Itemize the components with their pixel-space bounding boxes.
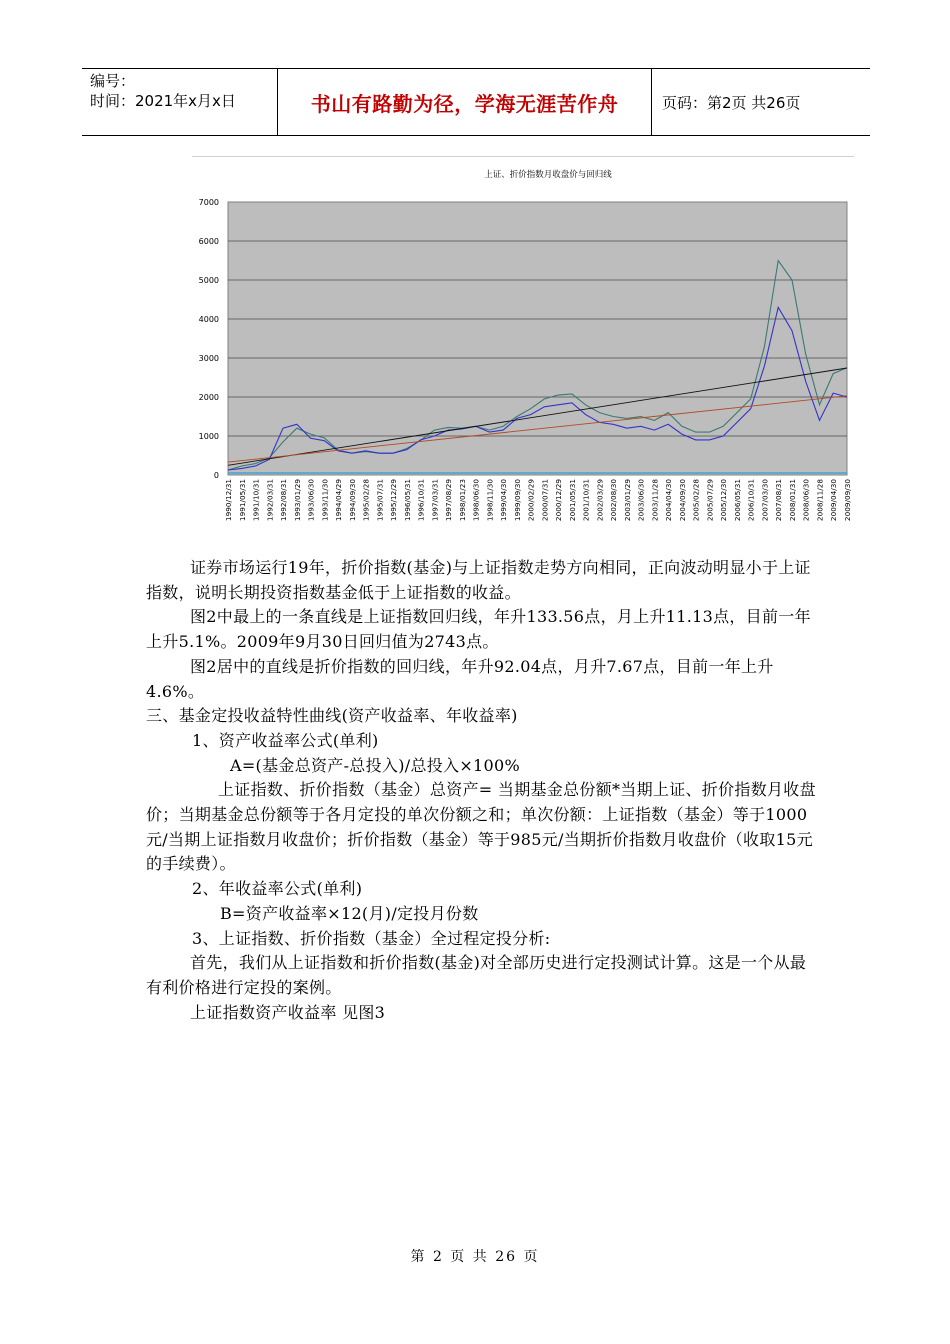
x-tick-label: 2009/04/30 [829, 479, 839, 522]
x-tick-label: 2005/02/28 [691, 479, 701, 522]
x-tick-label: 2006/05/31 [732, 479, 742, 522]
y-tick-label: 0 [213, 471, 219, 480]
x-tick-label: 1995/07/31 [375, 479, 385, 522]
x-tick-label: 1991/10/31 [251, 479, 261, 522]
x-tick-label: 2003/06/30 [636, 479, 646, 522]
header-meta [82, 69, 278, 135]
y-axis [199, 198, 219, 480]
x-tick-label: 1992/03/31 [265, 479, 275, 522]
x-tick-label: 1997/08/29 [444, 479, 454, 522]
y-tick-label: 7000 [198, 198, 219, 207]
x-axis [224, 479, 852, 521]
x-tick-label: 2004/09/30 [677, 479, 687, 522]
doc-number-label: 编号： [90, 72, 136, 90]
x-tick-label: 1996/05/31 [402, 479, 412, 522]
plot-area [228, 202, 847, 475]
x-tick-label: 2002/08/30 [609, 479, 619, 522]
y-tick-label: 4000 [198, 315, 219, 324]
subsection-1: 1、资产收益率公式(单利) [192, 730, 379, 750]
header-page-info: 页码：第2页 共26页 [662, 93, 801, 112]
subsection-3: 3、上证指数、折价指数（基金）全过程定投分析: [192, 928, 551, 948]
x-tick-label: 2007/03/30 [760, 479, 770, 522]
x-tick-label: 2002/03/29 [595, 479, 605, 522]
x-tick-label: 1995/02/28 [361, 479, 371, 522]
formula-a: A=(基金总资产-总投入)/总投入×100% [230, 755, 520, 775]
paragraph-2: 图2中最上的一条直线是上证指数回归线，年升133.56点，月上升11.13点，目前一年上升5.1%。2009年9月30日回归值为2743点。 [146, 607, 811, 652]
x-tick-label: 1995/12/29 [389, 479, 399, 522]
x-tick-label: 2001/05/31 [567, 479, 577, 522]
x-tick-label: 1990/12/31 [224, 479, 233, 522]
header-motto: 书山有路勤为径，学海无涯苦作舟 [310, 91, 619, 116]
paragraph-3: 图2居中的直线是折价指数的回归线，年升92.04点，月升7.67点，目前一年上升4.6%。 [146, 656, 774, 701]
x-tick-label: 2001/10/31 [581, 479, 591, 522]
x-tick-label: 2000/12/29 [554, 479, 564, 522]
chart-title: 上证、折价指数月收盘价与回归线 [484, 170, 612, 180]
x-tick-label: 1992/08/31 [279, 479, 289, 522]
doc-time-label: 时间：2021年x月x日 [90, 92, 236, 110]
x-tick-label: 2000/07/31 [540, 479, 550, 522]
body-text [146, 556, 816, 1025]
y-tick-label: 5000 [198, 276, 219, 285]
x-tick-label: 2004/04/30 [664, 478, 674, 522]
paragraph-4: 上证指数、折价指数（基金）总资产= 当期基金总份额*当期上证、折价指数月收盘价；当期基金总份额等于各月定投的单次份额之和；单次份额：上证指数（基金）等于1000元/当期上证指数月收盘价；折价指数（基金）等于985元/当期折价指数月收盘价（收取15元的手续费）。 [146, 780, 816, 874]
x-tick-label: 1999/09/30 [512, 479, 522, 522]
chart-container [192, 156, 855, 546]
subsection-2: 2、年收益率公式(单利) [192, 879, 363, 899]
x-tick-label: 2008/11/28 [815, 479, 825, 522]
x-tick-label: 2007/08/31 [774, 479, 784, 522]
y-tick-label: 1000 [198, 432, 219, 441]
x-tick-label: 2003/11/28 [650, 479, 660, 522]
y-tick-label: 2000 [198, 393, 219, 402]
x-tick-label: 2005/07/29 [705, 479, 715, 522]
paragraph-1: 证券市场运行19年，折价指数(基金)与上证指数走势方向相同，正向波动明显小于上证指数，说明长期投资指数基金低于上证指数的收益。 [146, 558, 811, 602]
page-footer: 第 2 页 共 26 页 [410, 1249, 540, 1265]
y-tick-label: 6000 [198, 237, 219, 246]
x-tick-label: 1994/09/30 [347, 479, 357, 522]
x-tick-label: 2009/09/30 [843, 479, 852, 522]
x-tick-label: 2008/01/31 [787, 479, 797, 522]
x-tick-label: 1998/06/30 [471, 479, 481, 522]
header-motto-cell [278, 69, 652, 135]
x-tick-label: 2008/06/30 [801, 479, 811, 522]
index-chart [192, 156, 855, 546]
x-tick-label: 1999/04/30 [499, 479, 509, 522]
paragraph-6: 上证指数资产收益率 见图3 [190, 1002, 386, 1022]
x-tick-label: 1993/01/29 [292, 479, 302, 522]
page-header [82, 68, 870, 136]
x-tick-label: 2006/10/31 [746, 479, 756, 522]
plot-background [228, 202, 847, 475]
x-tick-label: 2005/12/30 [719, 479, 729, 522]
x-tick-label: 1993/11/30 [320, 479, 330, 522]
x-tick-label: 1997/03/31 [430, 479, 440, 522]
x-tick-label: 1991/05/31 [237, 479, 247, 522]
x-tick-label: 1998/01/23 [457, 479, 467, 522]
x-tick-label: 2003/01/29 [622, 479, 632, 522]
section-heading-3: 三、基金定投收益特性曲线(资产收益率、年收益率) [146, 706, 518, 726]
x-tick-label: 1998/11/30 [485, 479, 495, 522]
x-tick-label: 1994/04/29 [334, 479, 344, 522]
formula-b: B=资产收益率×12(月)/定投月份数 [220, 903, 479, 923]
y-tick-label: 3000 [198, 354, 219, 363]
x-tick-label: 2000/02/29 [526, 479, 536, 522]
paragraph-5: 首先，我们从上证指数和折价指数(基金)对全部历史进行定投测试计算。这是一个从最有利价格进行定投的案例。 [146, 953, 807, 997]
x-tick-label: 1993/06/30 [306, 479, 316, 522]
x-tick-label: 1996/10/31 [416, 479, 426, 522]
